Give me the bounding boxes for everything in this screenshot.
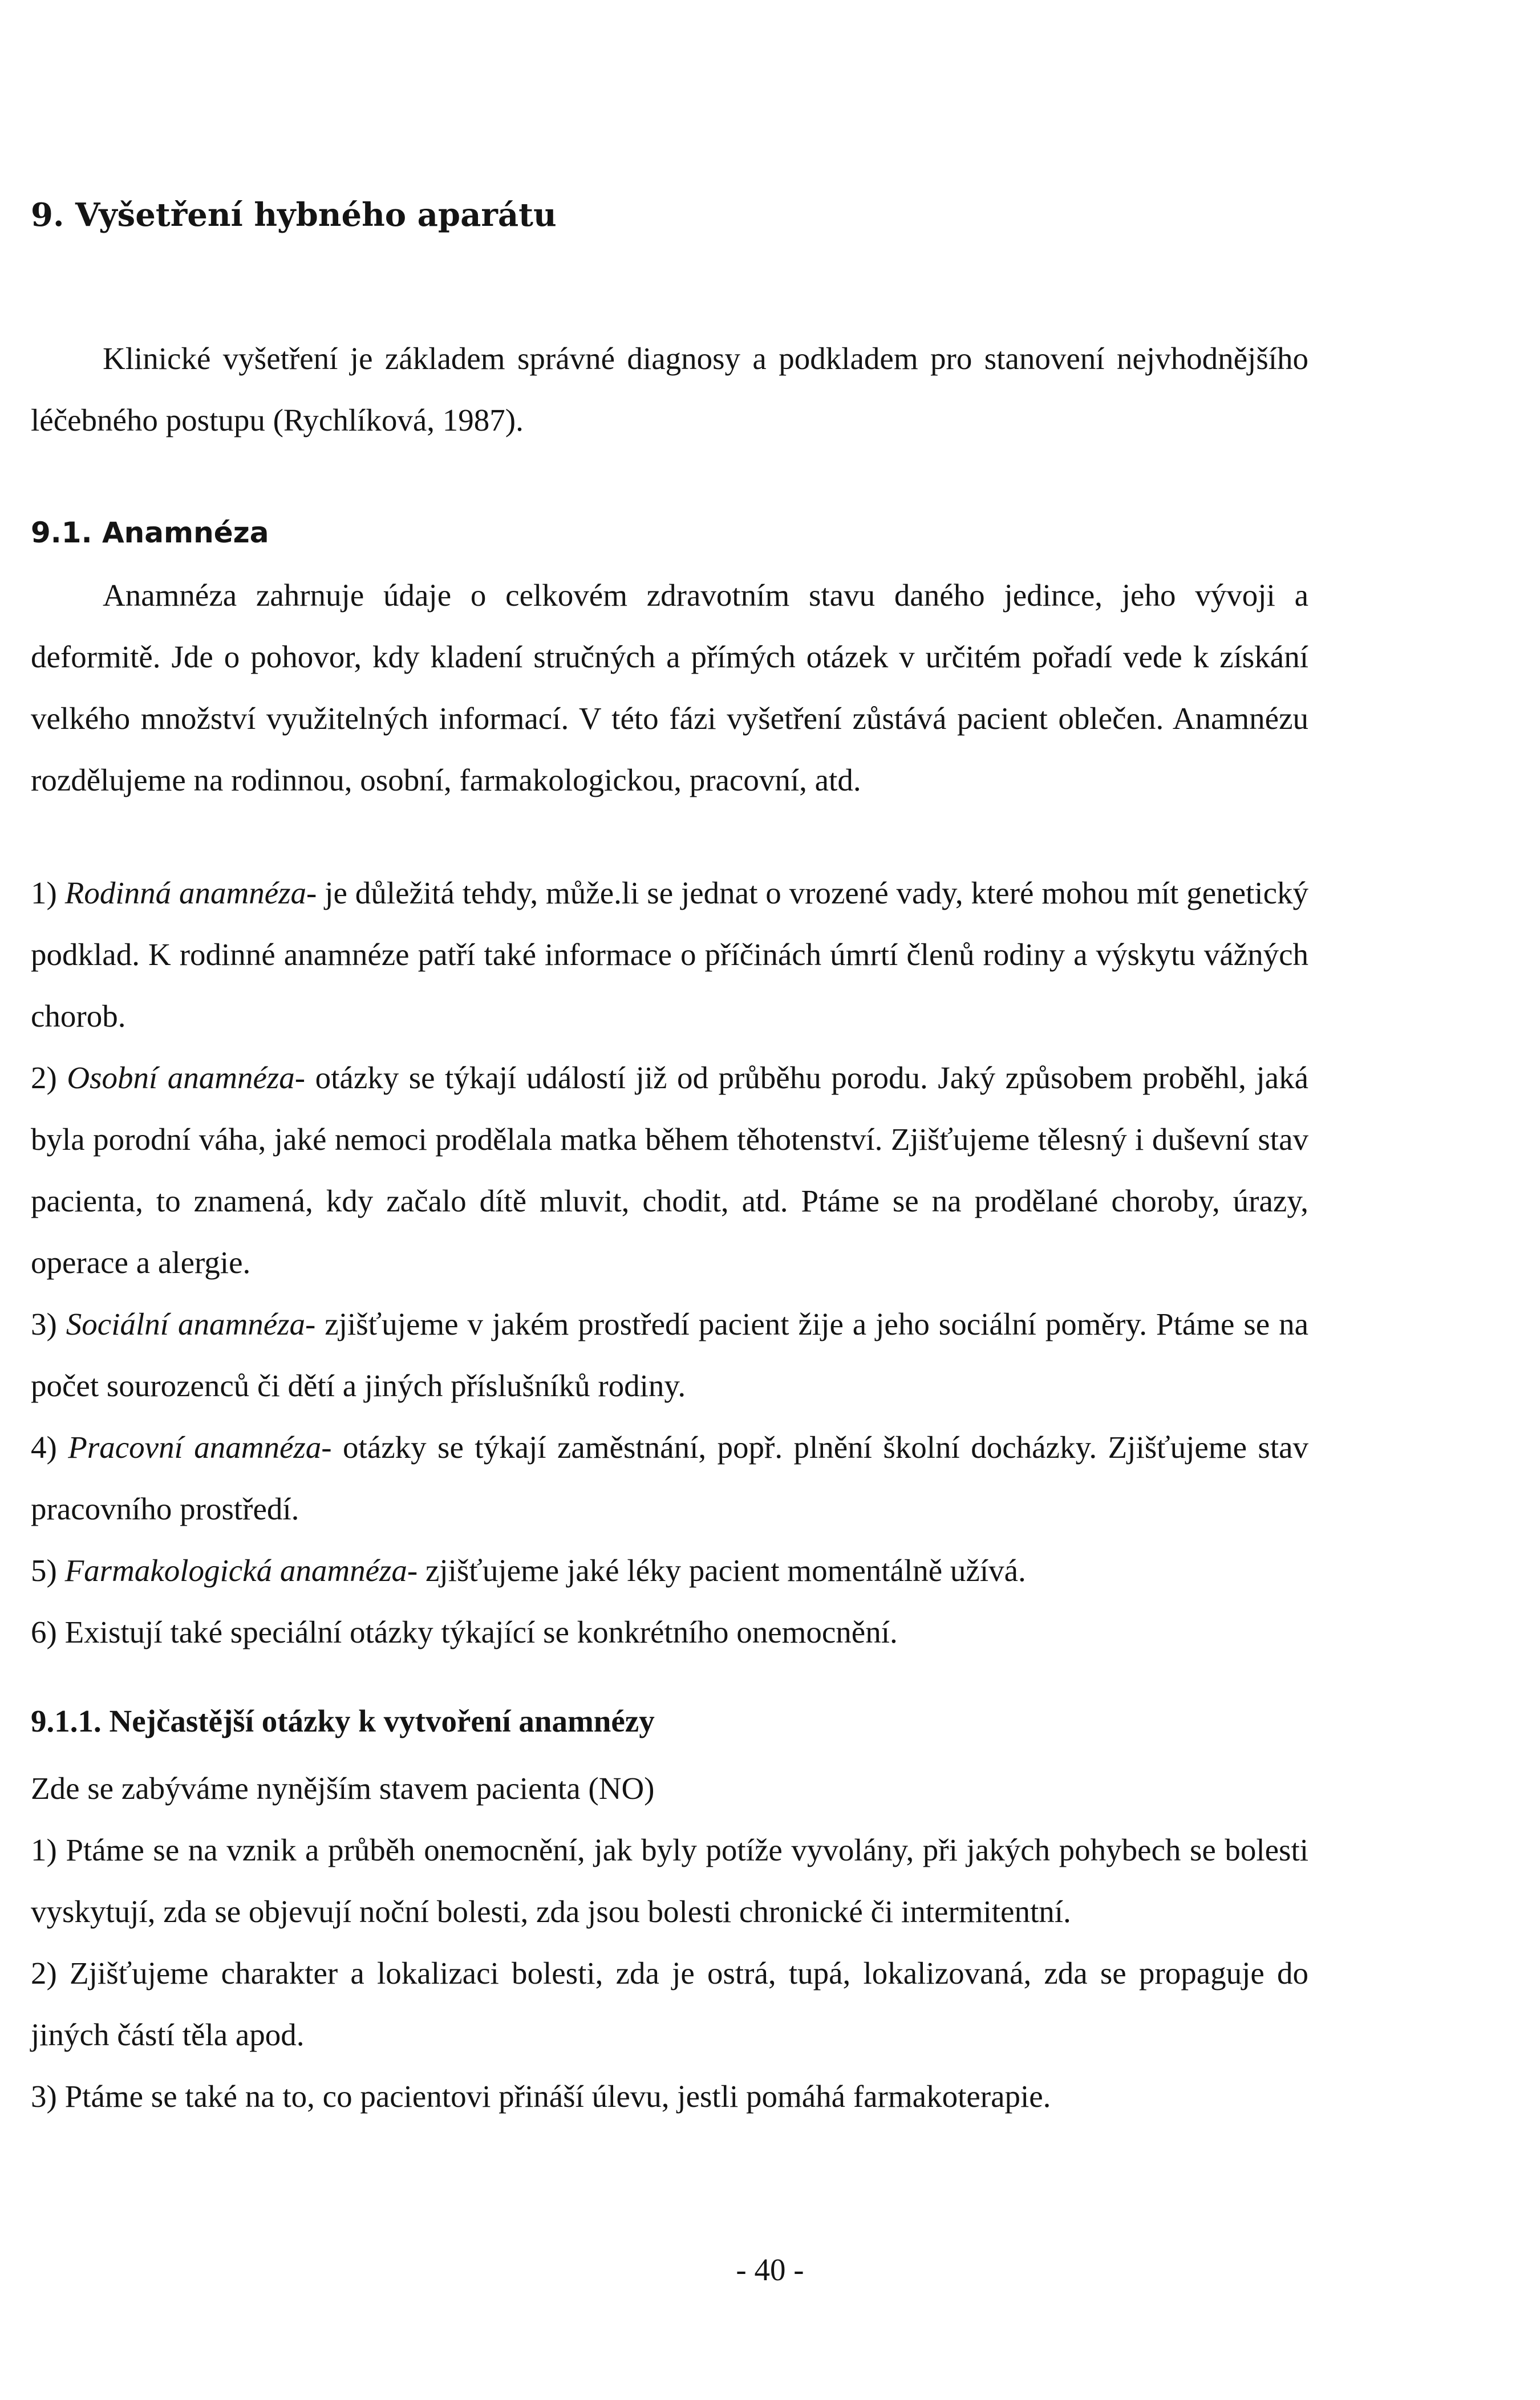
list-item-number: 4) [31,1430,57,1465]
list-item-number: 3) [31,2079,57,2114]
list-item [31,1602,1308,1663]
list-item-text: Ptáme se na vznik a průběh onemocnění, jak byly potíže vyvolány, při jakých pohybech se bolesti vyskytují, zda se objevují noční bolesti, zda jsou bolesti chronické či intermitentní. [31,1833,1308,1929]
list-item [31,1819,1308,1943]
list-item-text: je důležitá tehdy, může.li se jednat o vrozené vady, které mohou mít genetický podklad. K rodinné anamnéze patří také informace o příčinách úmrtí členů rodiny a výskytu vážných chorob. [31,875,1309,1033]
subsection-title: 9.1. Anamnéza [31,516,269,549]
list-item [31,862,1308,1047]
list-item-number: 3) [31,1307,57,1341]
list-item-number: 2) [31,1956,57,1990]
subsubsection-intro: Zde se zabýváme nynějším stavem pacienta (NO) [31,1771,655,1806]
list-item-term: Rodinná anamnéza- [64,875,317,910]
list-item-number: 2) [31,1060,57,1095]
list-item-term: Osobní anamnéza- [67,1060,306,1095]
list-item-text: Zjišťujeme charakter a lokalizaci bolesti, zda je ostrá, tupá, lokalizovaná, zda se propaguje do jiných částí těla apod. [31,1956,1309,2052]
list-item-text: Existují také speciální otázky týkající se konkrétního onemocnění. [64,1615,898,1649]
list-item-term: Sociální anamnéza- [66,1307,316,1341]
list-item-number: 5) [31,1553,57,1588]
page-number: - 40 - [736,2252,804,2287]
list-item [31,1294,1308,1417]
list-item-term: Pracovní anamnéza- [68,1430,332,1465]
list-item [31,1417,1308,1540]
list-item [31,1540,1308,1602]
list-item [31,1047,1308,1294]
list-item-text: otázky se týkají zaměstnání, popř. plnění školní docházky. Zjišťujeme stav pracovního prostředí. [31,1430,1309,1526]
list-item-text: zjišťujeme jaké léky pacient momentálně užívá. [425,1553,1026,1588]
list-item [31,1943,1308,2066]
list-item-number: 1) [31,1833,57,1867]
list-item-text: Ptáme se také na to, co pacientovi přináší úlevu, jestli pomáhá farmakoterapie. [64,2079,1051,2114]
intro-paragraph: Klinické vyšetření je základem správné diagnosy a podkladem pro stanovení nejvhodnějšího léčebného postupu (Rychlíková, 1987). [31,341,1308,437]
list-item-number: 6) [31,1615,57,1649]
anamnesis-paragraph: Anamnéza zahrnuje údaje o celkovém zdravotním stavu daného jedince, jeho vývoji a deformitě. Jde o pohovor, kdy kladení stručných a přímých otázek v určitém pořadí vede k získání velkého množství využitelných informací. V této fázi vyšetření zůstává pacient oblečen. Anamnézu rozdělujeme na rodinnou, osobní, farmakologickou, pracovní, atd. [31,578,1308,797]
section-title: 9. Vyšetření hybného aparátu [31,196,557,234]
subsubsection-title: 9.1.1. Nejčastější otázky k vytvoření anamnézy [31,1704,655,1738]
list-item-text: otázky se týkají událostí již od průběhu porodu. Jaký způsobem proběhl, jaká byla porodní váha, jaké nemoci prodělala matka během těhotenství. Zjišťujeme tělesný i duševní stav pacienta, to znamená, kdy začalo dítě mluvit, chodit, atd. Ptáme se na prodělané choroby, úrazy, operace a alergie. [31,1060,1308,1280]
list-item [31,2066,1308,2127]
list-item-number: 1) [31,875,57,910]
list-item-text: zjišťujeme v jakém prostředí pacient žije a jeho sociální poměry. Ptáme se na počet sourozenců či dětí a jiných příslušníků rodiny. [31,1307,1309,1403]
list-item-term: Farmakologická anamnéza- [64,1553,418,1588]
